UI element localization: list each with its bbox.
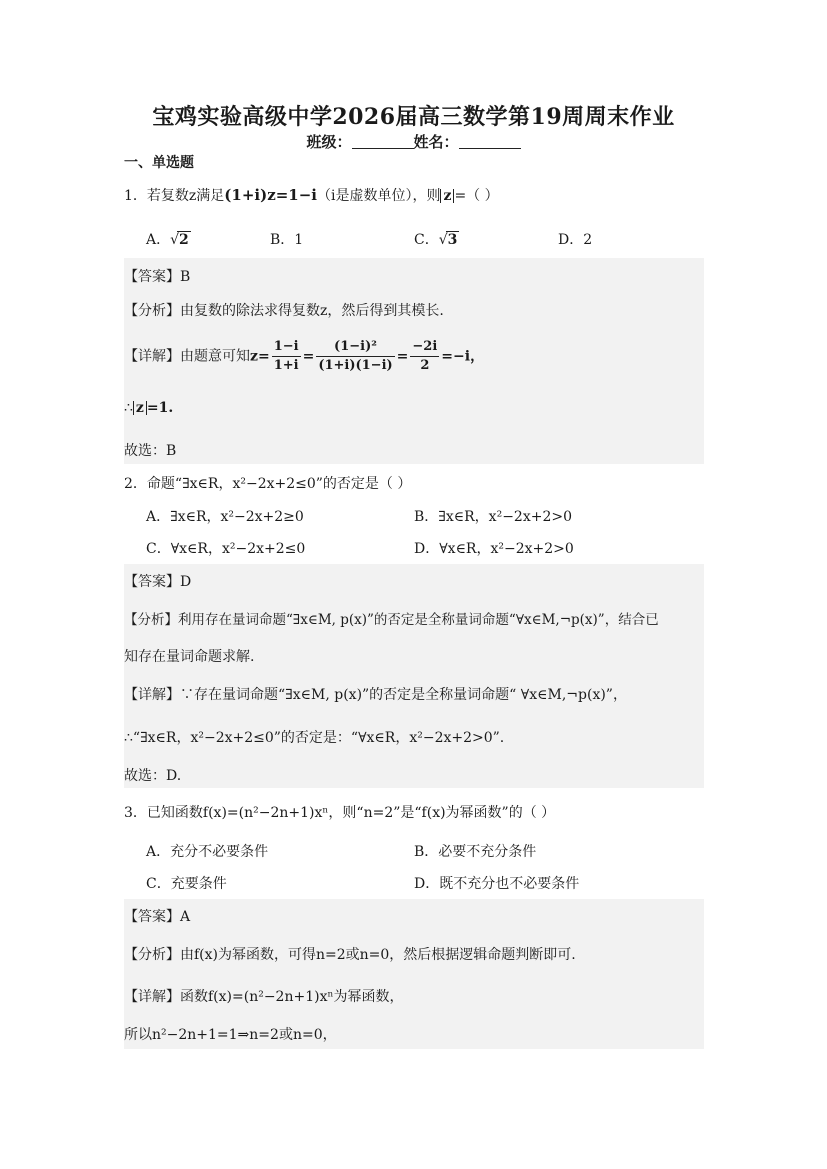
q1-option-b: B．1 — [270, 232, 304, 248]
q2-option-b: B．∃x∈R，x²−2x+2>0 — [414, 509, 572, 525]
q2-option-d: D．∀x∈R，x²−2x+2>0 — [414, 541, 574, 557]
q2-choice: 故选：D. — [124, 768, 182, 784]
class-label: 班级： — [306, 133, 352, 151]
abs-z: z — [440, 189, 454, 203]
q1-answer: 【答案】B — [124, 269, 191, 285]
q1-therefore: ∴ z =1. — [124, 400, 174, 416]
question-3-stem: 3．已知函数f(x)=(n²−2n+1)xⁿ，则“n=2”是“f(x)为幂函数”的（ ） — [124, 805, 556, 821]
q1-option-d: D．2 — [558, 232, 593, 248]
q1-detail: 【详解】由题意可知z= $\frac{1-i}{1+i}$ = $\frac{\text{(1−i)²}}{(1+i)(1-i)}$ = $\frac{-2i}{2}$ =−i， — [124, 339, 485, 373]
q3-option-a: A．充分不必要条件 — [146, 844, 269, 860]
q2-solution-box — [124, 564, 704, 788]
page-title: 宝鸡实验高级中学2026届高三数学第19周周末作业 — [152, 104, 675, 130]
q3-option-b: B．必要不充分条件 — [414, 844, 537, 860]
q1-choice: 故选：B — [124, 443, 177, 459]
class-name-line — [0, 131, 827, 152]
q2-option-a: A．∃x∈R，x²−2x+2≥0 — [146, 509, 304, 525]
q3-option-c: C．充要条件 — [146, 876, 227, 892]
frac-2: $\frac{\text{(1−i)²}}{(1+i)(1-i)}$ — [318, 339, 393, 373]
q2-analysis-1: 【分析】利用存在量词命题“∃x∈M, p(x)”的否定是全称量词命题“∀x∈M,¬p(x)”，结合已 — [124, 612, 659, 628]
question-1-stem: 1．若复数z满足(1+i)z=1−i（i是虚数单位），则 z =（ ） — [124, 186, 499, 204]
q3-detail: 【详解】函数f(x)=(n²−2n+1)xⁿ为幂函数， — [124, 989, 404, 1005]
class-blank — [352, 134, 414, 149]
q2-analysis-2: 知存在量词命题求解. — [124, 649, 255, 665]
frac-1: $\frac{1-i}{1+i}$ — [273, 339, 299, 373]
q2-option-c: C．∀x∈R，x²−2x+2≤0 — [146, 541, 306, 557]
q3-analysis: 【分析】由f(x)为幂函数，可得n=2或n=0，然后根据逻辑命题判断即可. — [124, 947, 576, 963]
q1-option-a: A．√2 — [146, 232, 189, 248]
frac-3: $\frac{-2i}{2}$ — [412, 339, 438, 373]
q1-option-c: C．√3 — [414, 232, 458, 248]
q2-detail: 【详解】∵存在量词命题“∃x∈M, p(x)”的否定是全称量词命题“ ∀x∈M,¬p(x)”， — [124, 687, 627, 703]
section-heading: 一、单选题 — [124, 155, 194, 171]
question-2-stem: 2．命题“∃x∈R，x²−2x+2≤0”的否定是（ ） — [124, 476, 412, 492]
name-label: 姓名： — [413, 133, 459, 151]
q1-analysis: 【分析】由复数的除法求得复数z，然后得到其模长. — [124, 303, 444, 319]
q3-answer: 【答案】A — [124, 909, 191, 925]
q3-option-d: D．既不充分也不必要条件 — [414, 876, 580, 892]
name-blank — [459, 134, 521, 149]
q2-answer: 【答案】D — [124, 574, 192, 590]
q2-therefore: ∴“∃x∈R，x²−2x+2≤0”的否定是：“∀x∈R，x²−2x+2>0”. — [124, 730, 505, 746]
q3-last-line: 所以n²−2n+1=1⇒n=2或n=0， — [124, 1027, 337, 1043]
